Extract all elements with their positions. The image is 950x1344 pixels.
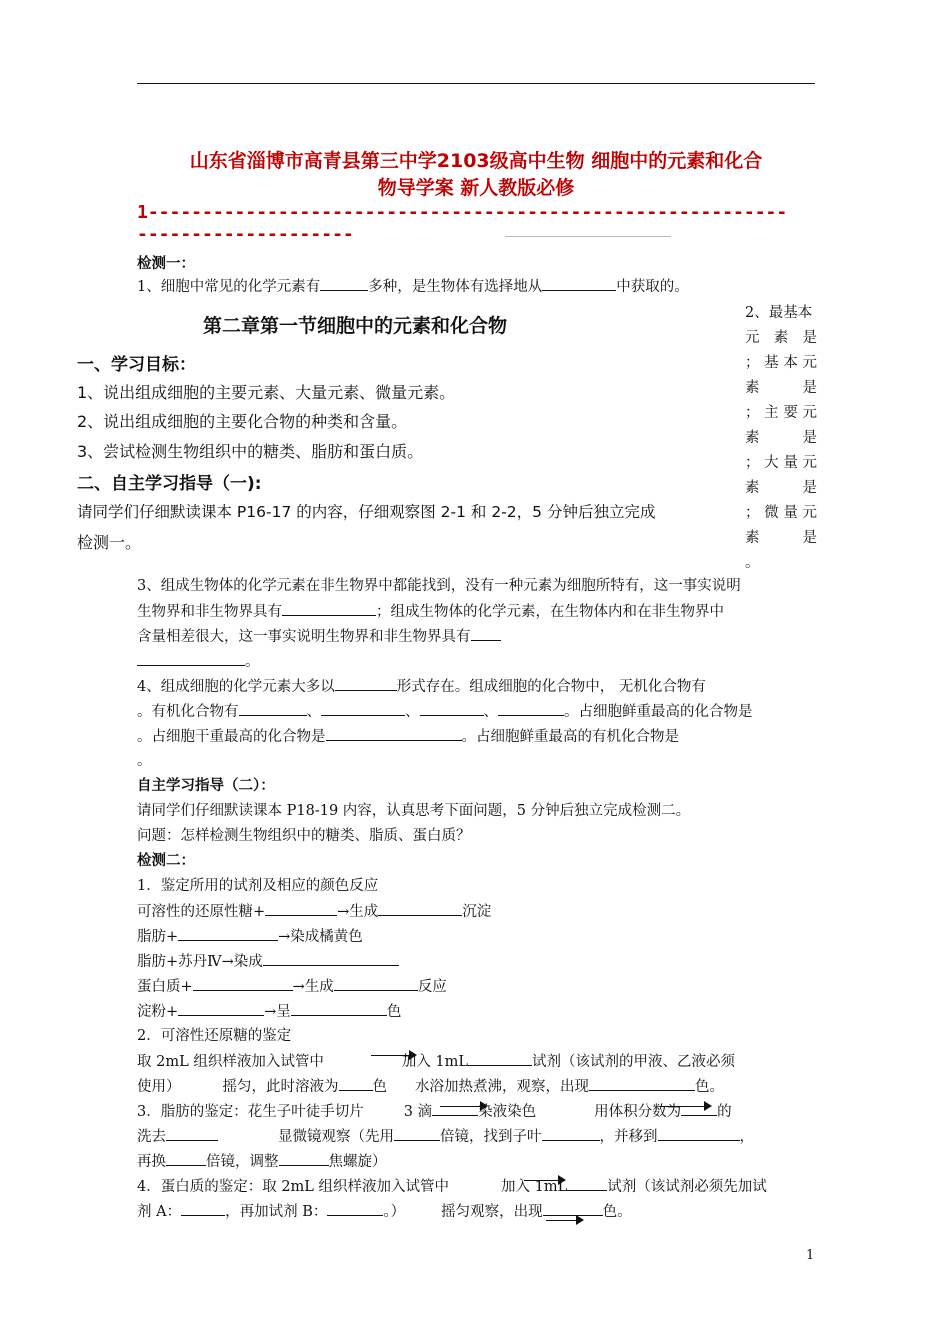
protein-test-line2: 剂 A： ，再加试剂 B： 。） 摇匀观察，出现 色。 [137, 1201, 632, 1222]
check1-q2-side: 2、最基本 元 素 是 ；基本元 素 是 ；主要元 素 是 ；大量元 素 是 ；微量元 素 是 。 [745, 305, 817, 571]
q3-line3: 含量相差很大，这一事实说明生物界和非生物界具有 [137, 626, 501, 647]
arrow-1 [371, 1055, 415, 1056]
guide2-line1: 请同学们仔细默读课本 P18-19 内容，认真思考下面问题，5 分钟后独立完成检测二。 [137, 803, 691, 819]
reagent-row-fat: 脂肪+ →染成橘黄色 [137, 926, 363, 947]
arrow-2 [440, 1106, 486, 1107]
objective-item: 2、说出组成细胞的主要化合物的种类和含量。 [77, 412, 408, 431]
check2-label: 检测二： [137, 853, 195, 869]
header-rule [137, 83, 815, 84]
objectives-heading: 一、学习目标： [77, 355, 196, 375]
guide2-heading: 自主学习指导（二）： [137, 778, 275, 794]
guide1-heading: 二、自主学习指导（一): [77, 474, 262, 494]
q3-line4: 。 [137, 651, 260, 672]
title-underline [505, 236, 671, 237]
sugar-test-line2: 使用） 摇匀，此时溶液为 色 水浴加热煮沸，观察，出现 色。 [137, 1076, 724, 1097]
doc-title-line3: 1----------------------------------------------------------- [137, 202, 788, 223]
fat-test-line1: 3．脂肪的鉴定：花生子叶徒手切片 3 滴 染液染色 用体积分数为 的 [137, 1101, 732, 1122]
check1-q1: 1、细胞中常见的化学元素有 多种，是生物体有选择地从 中获取的。 [137, 276, 689, 297]
fat-test-line2: 洗去 显微镜观察（先用 倍镜，找到子叶 ，并移到 ， [137, 1126, 754, 1147]
guide1-line1: 请同学们仔细默读课本 P16-17 的内容，仔细观察图 2-1 和 2-2，5 分钟后独立完成 [77, 503, 656, 521]
doc-title-line2: 物导学案 新人教版必修 [377, 177, 575, 199]
q4-line1: 4、组成细胞的化学元素大多以 形式存在。组成细胞的化合物中， 无机化合物有 [137, 676, 706, 697]
page-number: 1 [806, 1248, 815, 1263]
reagent-row-sudan: 脂肪+苏丹Ⅳ→染成 [137, 951, 399, 972]
guide1-line2: 检测一。 [77, 533, 142, 552]
q4-line2: 。有机化合物有 、 、 、 。占细胞鲜重最高的化合物是 [137, 701, 753, 722]
doc-title-line4: -------------------- [137, 224, 354, 245]
sugar-test-line1: 取 2mL 组织样液加入试管中 加入 1mL 试剂（该试剂的甲液、乙液必须 [137, 1051, 817, 1072]
guide2-line2: 问题：怎样检测生物组织中的糖类、脂质、蛋白质？ [137, 828, 471, 844]
arrow-5 [546, 1220, 582, 1221]
reagent-row-sugar: 可溶性的还原性糖+ →生成 沉淀 [137, 901, 491, 922]
arrow-4 [524, 1180, 564, 1181]
objective-item: 1、说出组成细胞的主要元素、大量元素、微量元素。 [77, 383, 456, 402]
q3-line2: 生物界和非生物界具有 ；组成生物体的化学元素，在生物体内和在非生物界中 [137, 601, 724, 622]
chapter-heading: 第二章第一节细胞中的元素和化合物 [203, 315, 508, 337]
protein-test-line1: 4．蛋白质的鉴定：取 2mL 组织样液加入试管中 加入 1mL 试剂（该试剂必须先加试 [137, 1176, 767, 1197]
reagent-row-starch: 淀粉+ →呈 色 [137, 1001, 401, 1022]
q4-line4: 。 [137, 753, 152, 769]
fat-test-line3: 再换 倍镜，调整 焦螺旋） [137, 1151, 387, 1172]
check2-s1: 1．鉴定所用的试剂及相应的颜色反应 [137, 878, 379, 894]
doc-title-line1: 山东省淄博市高青县第三中学2103级高中生物 细胞中的元素和化合 [189, 150, 763, 172]
arrow-3 [660, 1106, 710, 1107]
q4-line3: 。占细胞干重最高的化合物是 。占细胞鲜重最高的有机化合物是 [137, 726, 679, 747]
q3-line1: 3、组成生物体的化学元素在非生物界中都能找到，没有一种元素为细胞所特有，这一事实说明 [137, 578, 741, 594]
objective-item: 3、尝试检测生物组织中的糖类、脂肪和蛋白质。 [77, 442, 424, 461]
reagent-row-protein: 蛋白质+ →生成 反应 [137, 976, 447, 997]
check2-s2: 2．可溶性还原糖的鉴定 [137, 1028, 292, 1044]
check1-label: 检测一： [137, 256, 195, 272]
